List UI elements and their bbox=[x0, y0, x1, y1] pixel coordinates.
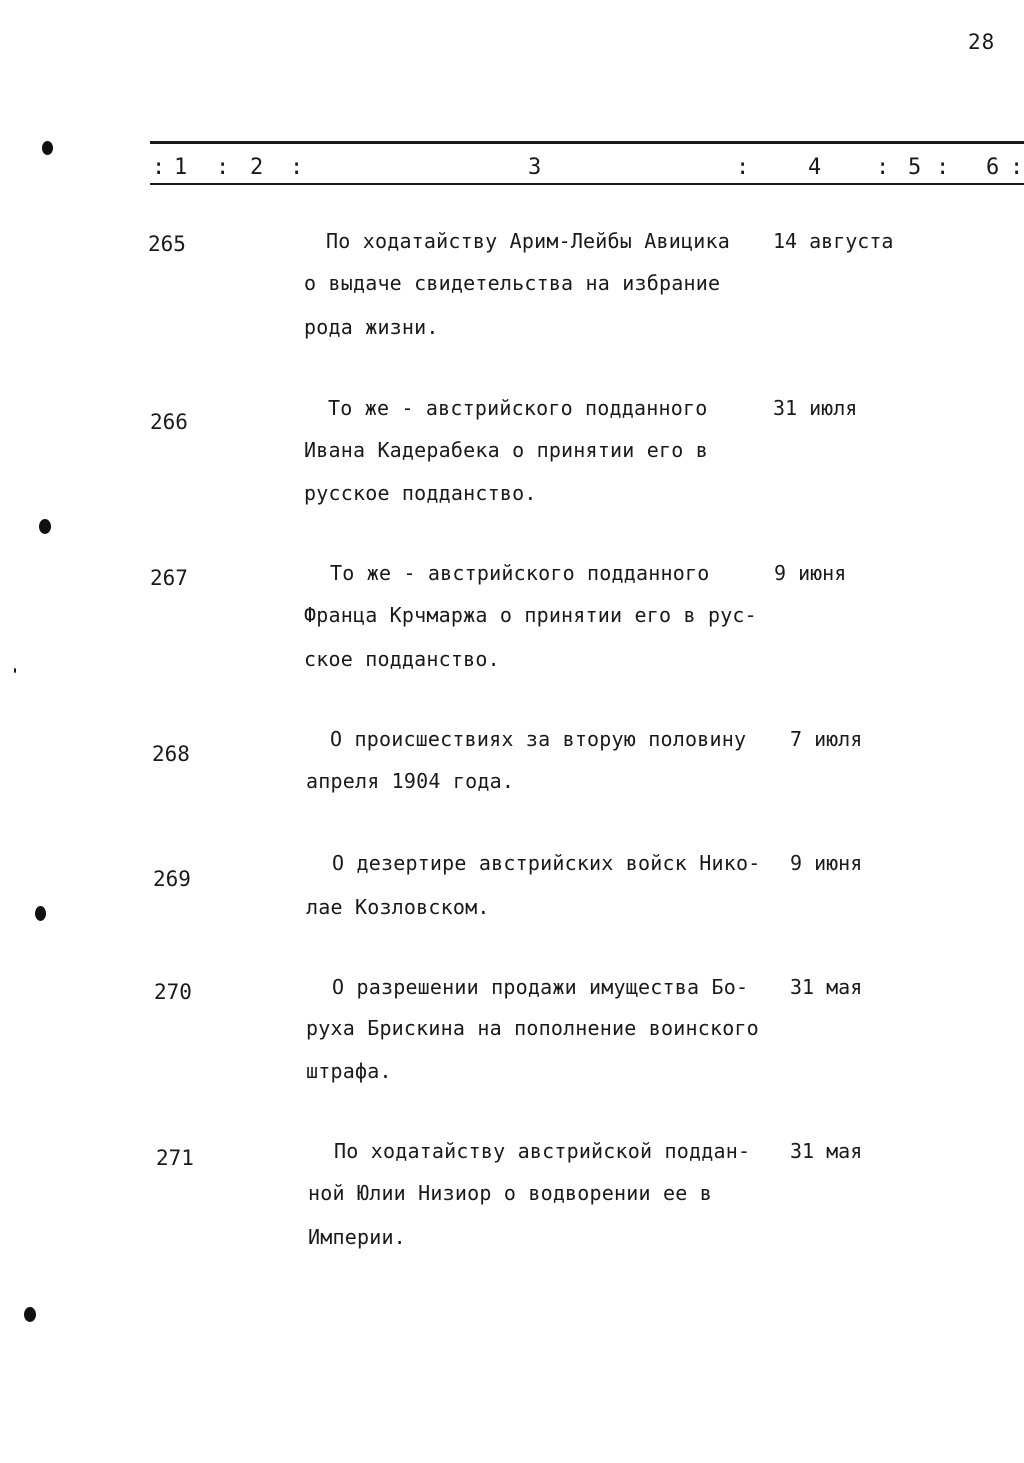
entry-text-line: О дезертире австрийских войск Нико- bbox=[332, 851, 761, 875]
entry-text-line: руха Брискина на пополнение воинского bbox=[306, 1016, 759, 1040]
header-separator: : bbox=[290, 155, 304, 180]
entry-text-line: О разрешении продажи имущества Бо- bbox=[332, 975, 749, 999]
entry-number: 267 bbox=[150, 566, 188, 590]
scan-speck bbox=[42, 141, 53, 155]
entry-text-line: о выдаче свидетельства на избрание bbox=[304, 271, 721, 295]
table-header bbox=[0, 155, 1024, 181]
entry-number: 270 bbox=[154, 980, 192, 1004]
entry-text-line: Франца Крчмаржа о принятии его в рус- bbox=[304, 603, 757, 627]
entry-text-line: Империи. bbox=[308, 1225, 406, 1249]
entry-text-line: апреля 1904 года. bbox=[306, 769, 515, 793]
entry-text-line: ское подданство. bbox=[304, 647, 500, 671]
header-separator: : bbox=[216, 155, 230, 180]
entry-number: 266 bbox=[150, 410, 188, 434]
entry-text-line: русское подданство. bbox=[304, 481, 537, 505]
entry-text-line: штрафа. bbox=[306, 1059, 392, 1083]
entry-text-line: ной Юлии Низиор о водворении ее в bbox=[308, 1181, 712, 1205]
header-separator: : bbox=[736, 155, 750, 180]
entry-text-line: По ходатайству австрийской поддан- bbox=[334, 1139, 751, 1163]
header-col-1: 1 bbox=[174, 155, 188, 180]
entry-date: 31 мая bbox=[790, 975, 863, 999]
entry-text-line: То же - австрийского подданного bbox=[330, 561, 710, 585]
entry-date: 9 июня bbox=[774, 561, 847, 585]
entry-date: 31 мая bbox=[790, 1139, 863, 1163]
header-rule-bottom bbox=[150, 183, 1024, 185]
entry-date: 7 июля bbox=[790, 727, 863, 751]
scan-speck bbox=[14, 668, 16, 673]
header-separator: : bbox=[936, 155, 950, 180]
entry-number: 265 bbox=[148, 232, 186, 256]
header-col-5: 5 bbox=[908, 155, 922, 180]
entry-text-line: лае Козловском. bbox=[306, 895, 490, 919]
entry-number: 269 bbox=[153, 867, 191, 891]
entry-number: 268 bbox=[152, 742, 190, 766]
entry-date: 31 июля bbox=[773, 396, 858, 420]
header-rule-top bbox=[150, 141, 1024, 144]
entry-text-line: То же - австрийского подданного bbox=[328, 396, 708, 420]
header-col-2: 2 bbox=[250, 155, 264, 180]
header-separator: : bbox=[876, 155, 890, 180]
header-separator: : bbox=[1010, 155, 1024, 180]
entry-date: 9 июня bbox=[790, 851, 863, 875]
page-number: 28 bbox=[968, 30, 996, 54]
entry-text-line: По ходатайству Арим-Лейбы Авицика bbox=[326, 229, 730, 253]
header-col-3: 3 bbox=[528, 155, 542, 180]
entry-text-line: рода жизни. bbox=[304, 315, 439, 339]
scan-speck bbox=[35, 906, 46, 921]
entry-text-line: О происшествиях за вторую половину bbox=[330, 727, 747, 751]
entry-text-line: Ивана Кадерабека о принятии его в bbox=[304, 438, 708, 462]
entry-number: 271 bbox=[156, 1146, 194, 1170]
header-col-6: 6 bbox=[986, 155, 1000, 180]
scan-speck bbox=[39, 519, 51, 534]
header-col-4: 4 bbox=[808, 155, 822, 180]
scan-speck bbox=[24, 1307, 36, 1322]
entry-date: 14 августа bbox=[773, 229, 894, 253]
header-separator: : bbox=[152, 155, 166, 180]
